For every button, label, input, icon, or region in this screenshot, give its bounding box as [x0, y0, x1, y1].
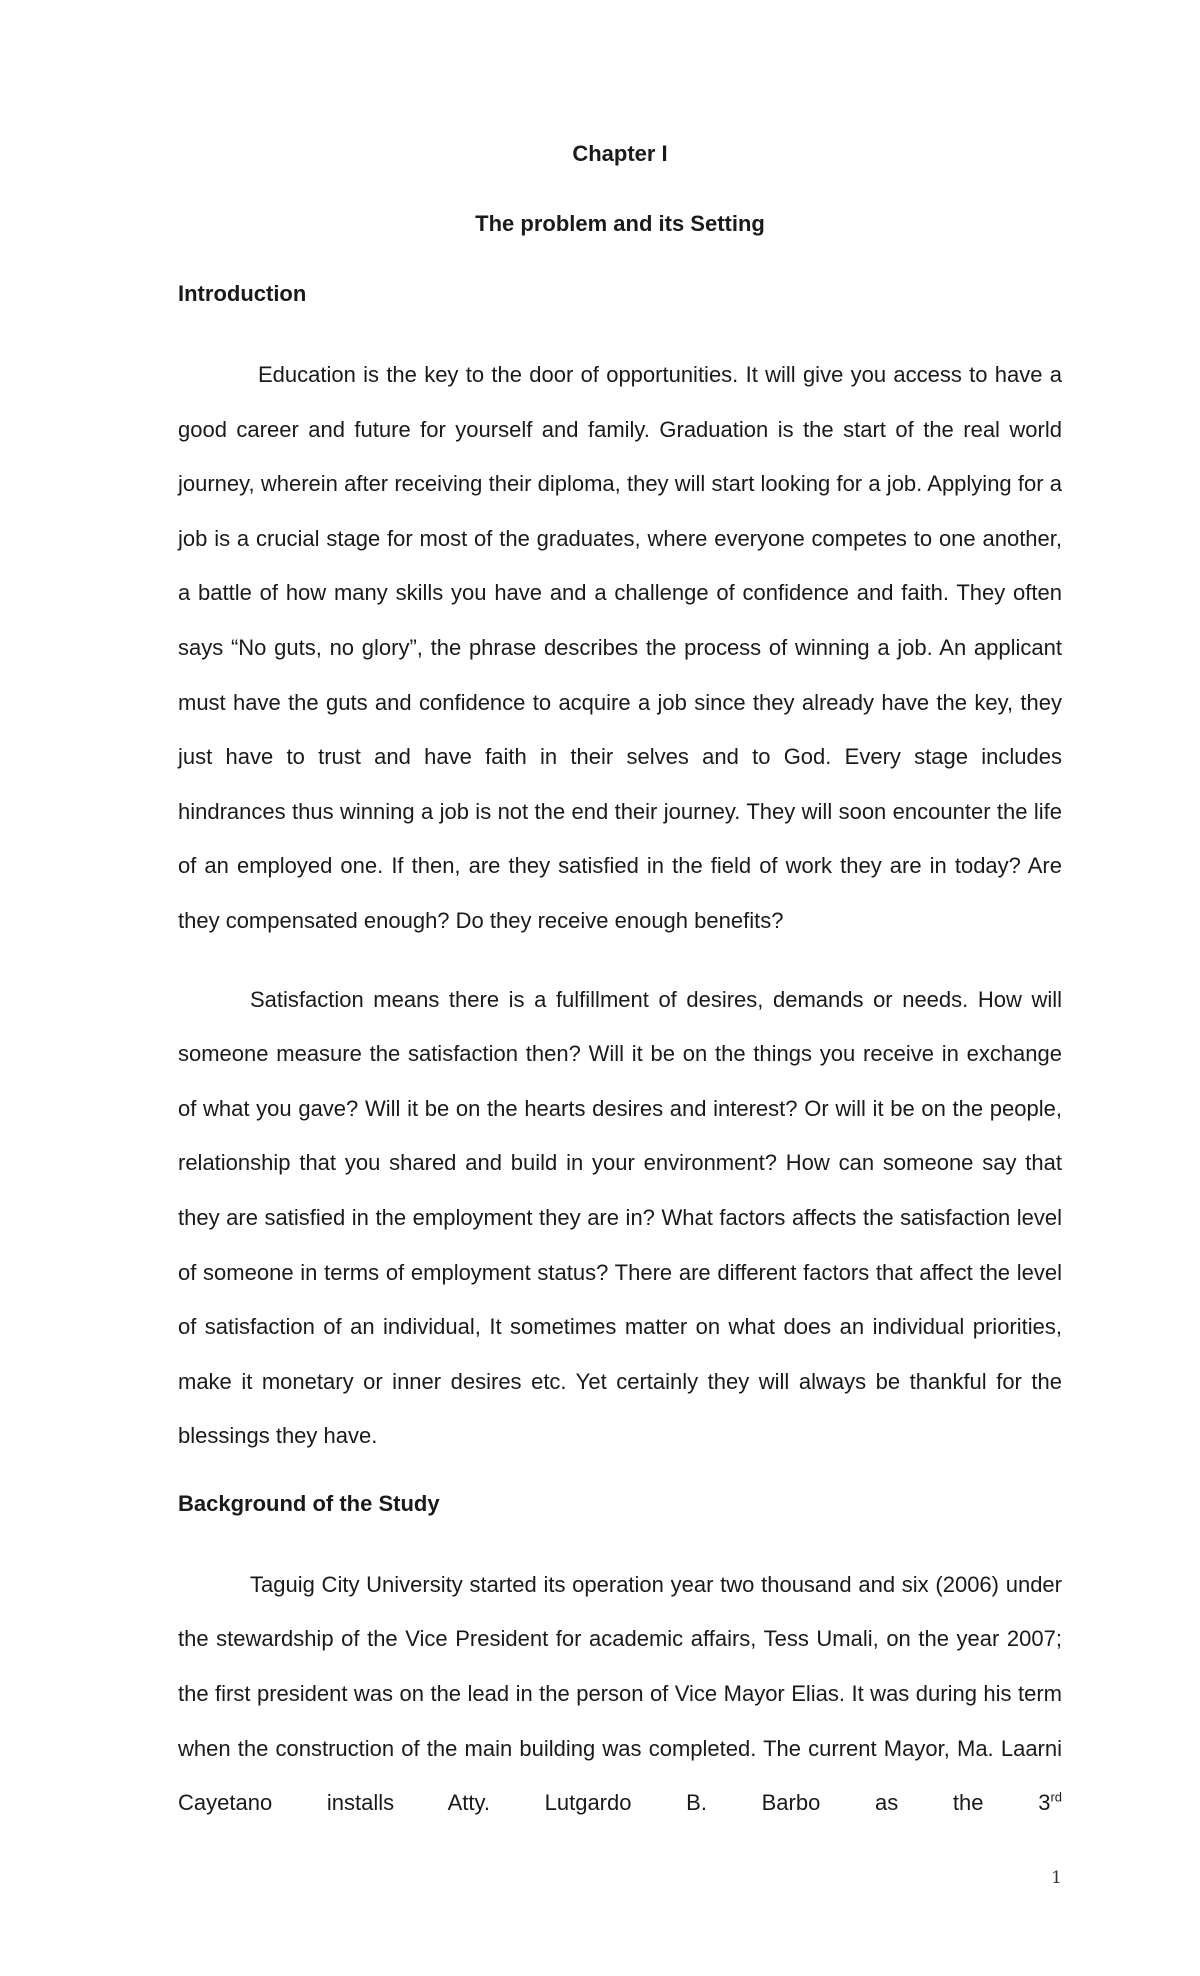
ordinal-superscript: rd [1050, 1789, 1062, 1805]
introduction-paragraph-2: Satisfaction means there is a fulfillment of desires, demands or needs. How will someone measure the satisfaction then? Will it be on the things you receive in exchange of what you gave? Will it be on the hearts desires and interest? Or will it be on the people, relationship that you shared and build in your environment? How can someone say that they are satisfied in the employment they are in? What factors affects the satisfaction level of someone in terms of employment status? There are different factors that affect the level of satisfaction of an individual, It sometimes matter on what does an individual priorities, make it monetary or inner desires etc. Yet certainly they will always be thankful for the blessings they have. [178, 986, 1062, 1449]
section-heading-introduction: Introduction [178, 281, 307, 306]
section-heading-background: Background of the Study [178, 1490, 440, 1516]
background-paragraph-1 [178, 1558, 1062, 1831]
background-paragraph-text: Taguig City University started its operation year two thousand and six (2006) under the stewardship of the Vice President for academic affairs, Tess Umali, on the year 2007; the first president was on the lead in the person of Vice Mayor Elias. It was during his term when the construction of the main building was completed. The current Mayor, Ma. Laarni Cayetano installs Atty. Lutgardo B. Barbo as the 3 [178, 1571, 1062, 1816]
chapter-subtitle: The problem and its Setting [475, 211, 765, 236]
chapter-title: Chapter I [572, 141, 668, 166]
page-number: 1 [1051, 1868, 1062, 1888]
introduction-paragraph-1: Education is the key to the door of opportunities. It will give you access to have a good career and future for yourself and family. Graduation is the start of the real world journey, wherein after receiving their diploma, they will start looking for a job. Applying for a job is a crucial stage for most of the graduates, where everyone competes to one another, a battle of how many skills you have and a challenge of confidence and faith. They often says “No guts, no glory”, the phrase describes the process of winning a job. An applicant must have the guts and confidence to acquire a job since they already have the key, they just have to trust and have faith in their selves and to God. Every stage includes hindrances thus winning a job is not the end their journey. They will soon encounter the life of an employed one. If then, are they satisfied in the field of work they are in today? Are they compensated enough? Do they receive enough benefits? [178, 362, 1062, 933]
page-content [178, 138, 1062, 1831]
